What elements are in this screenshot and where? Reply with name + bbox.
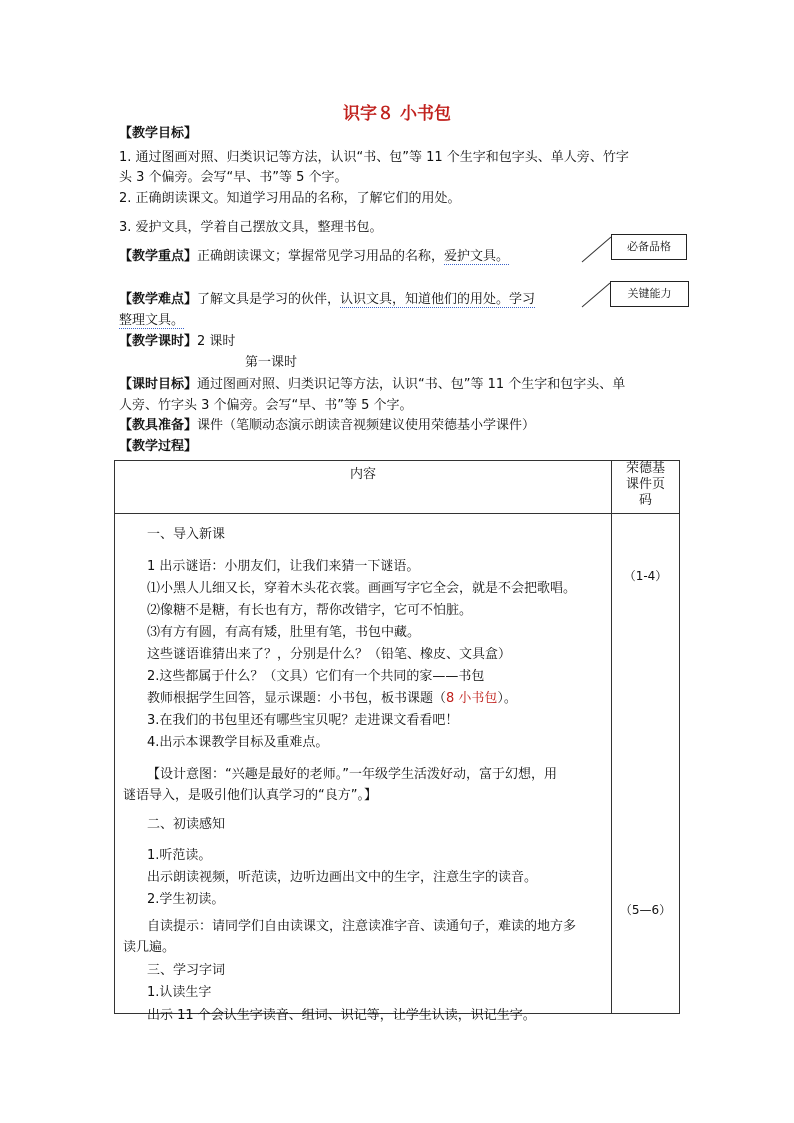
- board-title-highlight: 8 小书包: [446, 691, 498, 706]
- difficulties-label: 【教学难点】: [119, 292, 198, 307]
- hours-text: 2 课时: [197, 334, 236, 349]
- key-points-text: 正确朗读课文；掌握常见学习用品的名称，: [197, 249, 445, 264]
- hours: [119, 333, 235, 351]
- student-read: 2.学生初读。: [147, 892, 225, 907]
- step-2: 2.这些都属于什么？（文具）它们有一个共同的家——书包: [147, 669, 485, 684]
- content-cell: [115, 514, 612, 1023]
- listen-text: 出示朗读视频，听范读，边听边画出文中的生字，注意生字的读音。: [147, 870, 538, 885]
- difficulties-highlight-2: 整理文具。: [119, 313, 185, 328]
- prep-text: 课件（笔顺动态演示朗读音视频建议使用荣德基小学课件）: [197, 418, 536, 433]
- callout-ability: 关键能力: [610, 281, 689, 307]
- lesson-goal-label: 【课时目标】: [119, 377, 198, 392]
- key-points-highlight: 爱护文具。: [444, 249, 510, 264]
- section-words: 三、学习字词: [147, 963, 226, 978]
- design-note-1: 【设计意图：“兴趣是最好的老师。”一年级学生活泼好动，富于幻想，用: [147, 767, 557, 782]
- process-table: [114, 460, 680, 1023]
- section-intro: 一、导入新课: [147, 527, 226, 542]
- page-ref-1: （1-4）: [623, 569, 668, 583]
- riddle-2: ⑵像糖不是糖，有长也有方，帮你改错字，它可不怕脏。: [147, 603, 473, 618]
- objective-line-3: 2. 正确朗读课文。知道学习用品的名称，了解它们的用处。: [119, 191, 461, 206]
- board-title-close: ）。: [497, 691, 517, 706]
- first-lesson: 第一课时: [245, 355, 298, 370]
- objective-line-4: 3. 爱护文具，学着自己摆放文具，整理书包。: [119, 220, 383, 235]
- self-read-tip-cont: 读几遍。: [123, 940, 176, 955]
- recognize-heading: 1.认读生字: [147, 985, 212, 1000]
- recognize-text: 出示 11 个会认生字读音、组词、识记等，让学生认读，识记生字。: [147, 1008, 536, 1023]
- riddle-3: ⑶有方有圆，有高有矮，肚里有笔，书包中藏。: [147, 625, 421, 640]
- key-points-label: 【教学重点】: [119, 249, 198, 264]
- objectives-heading: 【教学目标】: [119, 126, 198, 141]
- riddle-answers: 这些谜语谁猜出来了？，分别是什么？（铅笔、橡皮、文具盒）: [147, 647, 512, 662]
- riddle-1: ⑴小黑人儿细又长，穿着木头花衣裳。画画写字它全会，就是不会把歌唱。: [147, 581, 577, 596]
- prep: [119, 417, 535, 435]
- header-content: 内容: [115, 461, 612, 514]
- header-page-line2: 课件页: [625, 477, 665, 492]
- board-title-text: 教师根据学生回答，显示课题：小书包，板书课题（: [147, 691, 447, 706]
- header-page: [612, 461, 680, 514]
- lesson-goal-line1: 通过图画对照、归类识记等方法，认识“书、包”等 11 个生字和包字头、单: [197, 377, 626, 392]
- step-3: 3.在我们的书包里还有哪些宝贝呢？走进课文看看吧！: [147, 713, 459, 728]
- lesson-goal-line2: 人旁、竹字头 3 个偏旁。会写“早、书”等 5 个字。: [119, 398, 413, 413]
- self-read-tip: 自读提示：请同学们自由读课文，注意读准字音、读通句子，难读的地方多: [147, 919, 577, 934]
- difficulties-highlight: 认识文具，知道他们的用处。学习: [340, 292, 536, 307]
- objective-line-1: 1. 通过图画对照、归类识记等方法，认识“书、包”等 11 个生字和包字头、单人旁、竹字: [119, 150, 629, 165]
- page-ref-2: （5—6）: [619, 903, 672, 917]
- callout-character: 必备品格: [611, 234, 687, 260]
- listen-heading: 1.听范读。: [147, 848, 212, 863]
- step-4: 4.出示本课教学目标及重难点。: [147, 735, 329, 750]
- header-page-line3: 码: [638, 493, 652, 508]
- section-first-read: 二、初读感知: [147, 817, 226, 832]
- difficulties-text: 了解文具是学习的伙伴，: [197, 292, 341, 307]
- prep-label: 【教具准备】: [119, 418, 198, 433]
- process-heading: 【教学过程】: [119, 439, 198, 454]
- design-note-2: 谜语导入，是吸引他们认真学习的“良方”。】: [123, 788, 377, 803]
- riddle-intro: 1 出示谜语：小朋友们，让我们来猜一下谜语。: [147, 559, 420, 574]
- page-title: 识字８ 小书包: [343, 104, 451, 124]
- lesson-goal: [119, 376, 625, 394]
- hours-label: 【教学课时】: [119, 334, 198, 349]
- board-title-line: [147, 690, 517, 708]
- header-page-line1: 荣德基: [625, 461, 665, 476]
- objective-line-2: 头 3 个偏旁。会写“早、书”等 5 个字。: [119, 170, 348, 185]
- page-cell: [612, 514, 680, 1014]
